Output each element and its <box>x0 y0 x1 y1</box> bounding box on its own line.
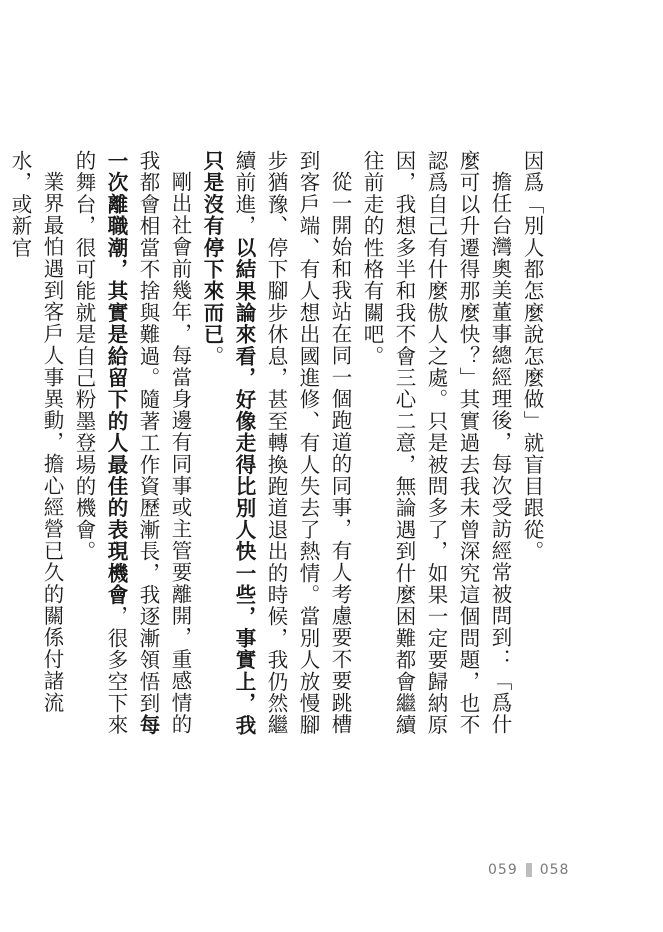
paragraph <box>516 150 548 740</box>
body-text: 剛出社會前幾年，每當身邊有同事或主管要離開，重感情的我都會相當不捨與難過。隨著工作資歷漸長，我逐漸領悟到 <box>136 150 192 735</box>
body-text: ，很多空下來的舞台，很可能就是自己粉墨登場的機會。 <box>72 150 128 736</box>
body-text: 業界最怕遇到客戶人事異動，擔心經營已久的關係付諸流水，或新官 <box>8 150 64 713</box>
vertical-text-block <box>4 150 548 740</box>
body-text: 。 <box>200 345 224 368</box>
body-text: 擔任台灣奧美董事總經理後，每次受訪經常被問到：「爲什麼可以升遷得那麼快？」其實過去我未曾深究這個問題，也不認爲自己有什麼傲人之處。只是被問多了，如果一定要歸納原因，我想多半和我不會三心二意，無論遇到什麼困難都會繼續往前走的性格有關吧。 <box>360 150 512 736</box>
body-text: 因爲「別人都怎麼說怎麼做」就盲目跟從。 <box>520 150 544 563</box>
emphasis-text: 以結果論來看，好像走得比別人快一些，事實上，我只是沒有停下來而已 <box>200 150 256 736</box>
paragraph <box>4 150 68 740</box>
page-number-left: 059 <box>488 862 518 878</box>
page-numbers <box>488 862 569 878</box>
body-text: 從一開始和我站在同一個跑道的同事，有人考慮要不要跳槽到客戶端、有人想出國進修、有人失去了熱情。當別人放慢腳步猶豫、停下腳步休息，甚至轉換跑道退出的時候，我仍然繼續前進， <box>232 150 352 736</box>
paragraph <box>356 150 516 740</box>
page-number-separator <box>526 863 532 877</box>
paragraph <box>196 150 356 740</box>
paragraph <box>68 150 196 740</box>
emphasis-text: 每一次離職潮，其實是給留下的人最佳的表現機會 <box>104 150 160 736</box>
page-number-right: 058 <box>539 862 570 878</box>
